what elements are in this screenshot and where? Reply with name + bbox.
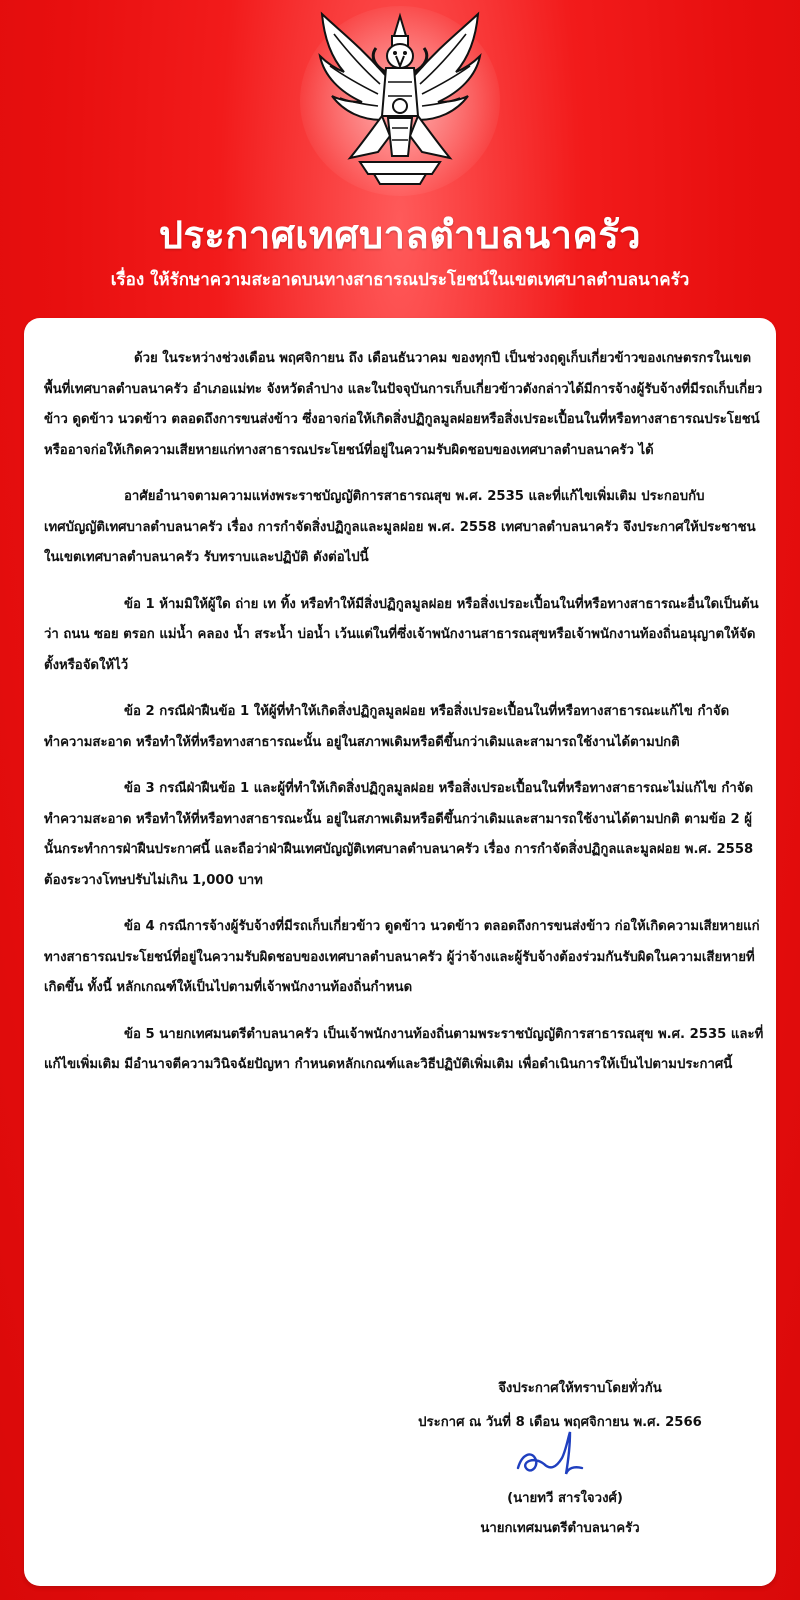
paragraph-authority: อาศัยอำนาจตามความแห่งพระราชบัญญัติการสาธารณสุข พ.ศ. 2535 และที่แก้ไขเพิ่มเติม ประกอบกับเทศบัญญัติเทศบาลตำบลนาครัว เรื่อง การกำจัดสิ่งปฏิกูลและมูลฝอย พ.ศ. 2558 เทศบาลตำบลนาครัว จึงประกาศให้ประชาชนในเขตเทศบาลตำบลนาครัว รับทราบและปฏิบัติ ดังต่อไปนี้	[44, 489, 756, 565]
paragraph-clause-2: ข้อ 2 กรณีฝ่าฝืนข้อ 1 ให้ผู้ที่ทำให้เกิดสิ่งปฏิกูลมูลฝอย หรือสิ่งเปรอะเปื้อนในที่หรือทางสาธารณะแก้ไข กำจัด ทำความสะอาด หรือทำให้ที่หรือทางสาธารณะนั้น อยู่ในสภาพเดิมหรือดีขึ้นกว่าเดิมและสามารถใช้งานได้ตามปกติ	[44, 704, 730, 750]
signature-icon	[510, 1428, 590, 1484]
paragraph-clause-3: ข้อ 3 กรณีฝ่าฝืนข้อ 1 และผู้ที่ทำให้เกิดสิ่งปฏิกูลมูลฝอย หรือสิ่งเปรอะเปื้อนในที่หรือทางสาธารณะไม่แก้ไข กำจัด ทำความสะอาด หรือทำให้ที่หรือทางสาธารณะนั้น อยู่ในสภาพเดิมหรือดีขึ้นกว่าเดิมและสามารถใช้งานได้ตามปกติ ตามข้อ 2 ผู้นั้นกระทำการฝ่าฝืนประกาศนี้ และถือว่าฝ่าฝืนเทศบัญญัติเทศบาลตำบลนาครัว เรื่อง การกำจัดสิ่งปฏิกูลและมูลฝอย พ.ศ. 2558 ต้องระวางโทษปรับไม่เกิน 1,000 บาท	[44, 781, 754, 888]
paragraph-intro: ด้วย ในระหว่างช่วงเดือน พฤศจิกายน ถึง เดือนธันวาคม ของทุกปี เป็นช่วงฤดูเก็บเกี่ยวข้าวของเกษตรกรในเขตพื้นที่เทศบาลตำบลนาครัว อำเภอแม่ทะ จังหวัดลำปาง และในปัจจุบันการเก็บเกี่ยวข้าวดังกล่าวได้มีการจ้างผู้รับจ้างที่มีรถเก็บเกี่ยวข้าว ดูดข้าว นวดข้าว ตลอดถึงการขนส่งข้าว ซึ่งอาจก่อให้เกิดสิ่งปฏิกูลมูลฝอยหรือสิ่งเปรอะเปื้อนในที่หรือทางสาธารณประโยชน์ หรืออาจก่อให้เกิดความเสียหายแก่ทางสาธารณประโยชน์ที่อยู่ในความรับผิดชอบของเทศบาลตำบลนาครัว ได้	[44, 351, 763, 458]
announcement-subject: เรื่อง ให้รักษาความสะอาดบนทางสาธารณประโยชน์ในเขตเทศบาลตำบลนาครัว	[110, 270, 690, 290]
signer-position: นายกเทศมนตรีตำบลนาครัว	[480, 1521, 640, 1536]
closing-notice: จึงประกาศให้ทราบโดยทั่วกัน	[498, 1381, 662, 1396]
garuda-emblem-icon	[300, 6, 500, 196]
paragraph-clause-4: ข้อ 4 กรณีการจ้างผู้รับจ้างที่มีรถเก็บเกี่ยวข้าว ดูดข้าว นวดข้าว ตลอดถึงการขนส่งข้าว ก่อให้เกิดความเสียหายแก่ทางสาธารณประโยชน์ที่อยู่ในความรับผิดชอบของเทศบาลตำบลนาครัว ผู้ว่าจ้างและผู้รับจ้างต้องร่วมกันรับผิดในความเสียหายที่เกิดขึ้น ทั้งนี้ หลักเกณฑ์ให้เป็นไปตามที่เจ้าพนักงานท้องถิ่นกำหนด	[44, 919, 760, 995]
paragraph-clause-1: ข้อ 1 ห้ามมิให้ผู้ใด ถ่าย เท ทิ้ง หรือทำให้มีสิ่งปฏิกูลมูลฝอย หรือสิ่งเปรอะเปื้อนในที่หรือทางสาธารณะอื่นใดเป็นต้นว่า ถนน ซอย ตรอก แม่น้ำ คลอง น้ำ สระน้ำ บ่อน้ำ เว้นแต่ในที่ซึ่งเจ้าพนักงานสาธารณสุขหรือเจ้าพนักงานท้องถิ่นอนุญาตให้จัดตั้งหรือจัดให้ไว้	[44, 596, 759, 673]
page-title: ประกาศเทศบาลตำบลนาครัว	[158, 213, 642, 257]
announcement-body	[44, 344, 764, 1097]
signer-name: (นายทวี สารใจวงศ์)	[507, 1491, 623, 1506]
announcement-date: ประกาศ ณ วันที่ 8 เดือน พฤศจิกายน พ.ศ. 2566	[418, 1415, 702, 1430]
signer-block	[360, 1484, 760, 1544]
paragraph-clause-5: ข้อ 5 นายกเทศมนตรีตำบลนาครัว เป็นเจ้าพนักงานท้องถิ่นตามพระราชบัญญัติการสาธารณสุข พ.ศ. 2535 และที่แก้ไขเพิ่มเติม มีอำนาจตีความวินิจฉัยปัญหา กำหนดหลักเกณฑ์และวิธีปฏิบัติเพิ่มเติม เพื่อดำเนินการให้เป็นไปตามประกาศนี้	[44, 1026, 764, 1072]
